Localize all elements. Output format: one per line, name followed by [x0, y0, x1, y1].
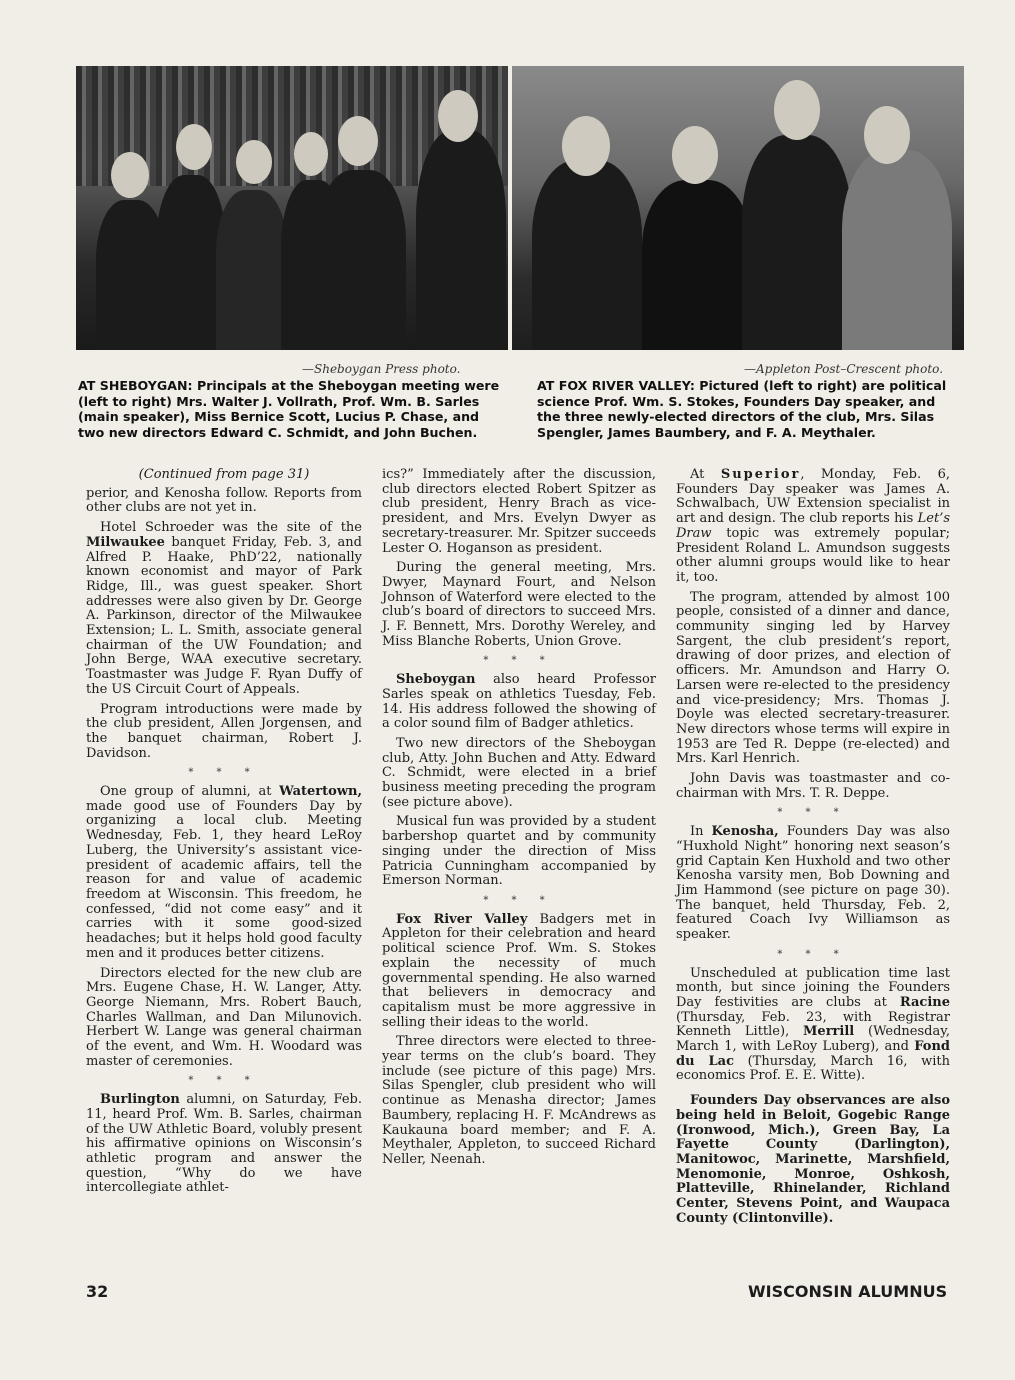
person-head [111, 152, 149, 198]
club-name: Watertown, [279, 784, 362, 800]
paragraph: Burlington alumni, on Saturday, Feb. 11, heard Prof. Wm. B. Sarles, chairman of the UW Athletic Board, volubly present his affirmative opinions on Wisconsin’s athletic program and answer the question, “Why do we have intercollegiate athlet- [86, 1092, 362, 1196]
person-head [236, 140, 272, 184]
section-divider: * * * [483, 894, 555, 906]
person-head [176, 124, 212, 170]
club-name: Milwaukee [86, 534, 165, 550]
section-divider: * * * [188, 767, 260, 779]
magazine-title: WISCONSIN ALUMNUS [748, 1282, 948, 1301]
paragraph: Hotel Schroeder was the site of the Milwaukee banquet Friday, Feb. 3, and Alfred P. Haake, PhD’22, nationally known economist and mayor of Park Ridge, Ill., was guest speaker. Short addresses were also given by Dr. George A. Parkinson, director of the Milwaukee Extension; L. L. Smith, associate general chairman of the UW Foundation; and John Berge, WAA executive secretary. Toastmaster was Judge F. Ryan Duffy of the US Circuit Court of Appeals. [86, 520, 362, 697]
paragraph: Sheboygan also heard Professor Sarles speak on athletics Tuesday, Feb. 14. His address followed the showing of a color sound film of Badger athletics. [382, 672, 656, 732]
paragraph: One group of alumni, at Watertown, made good use of Founders Day by organizing a local club. Meeting Wednesday, Feb. 1, they heard LeRoy Luberg, the University’s assistant vice-president of academic affairs, tell the reason for and value of academic freedom at Wisconsin. This freedom, he confessed, “did not come easy” and it carries with it some good-sized headaches; but it helps hold good faculty men and it produces better citizens. [86, 784, 362, 961]
person-head [562, 116, 610, 176]
paragraph: Directors elected for the new club are Mrs. Eugene Chase, H. W. Langer, Atty. George Niemann, Mrs. Robert Bauch, Charles Wallman, and Dan Milunovich. Herbert W. Lange was general chairman of the event, and Wm. H. Woodard was master of ceremonies. [86, 965, 362, 1069]
person-figure [642, 180, 752, 350]
paragraph: John Davis was toastmaster and co-chairman with Mrs. T. R. Deppe. [676, 771, 950, 801]
club-name: Superior [720, 467, 801, 482]
paragraph: Program introductions were made by the club president, Allen Jorgensen, and the banquet chairman, Robert J. Davidson. [86, 701, 362, 761]
paragraph-bold: Founders Day observances are also being held in Beloit, Gogebic Range (Ironwood, Mich.), Green Bay, La Fayette County (Darlington), Manitowoc, Marinette, Marshfield, Menomonie, Monroe, Oshkosh, Platteville, Rhinelander, Richland Center, Stevens Point, and Waupaca County (Clintonville). [676, 1093, 950, 1226]
club-name: Burlington [100, 1092, 180, 1108]
club-name: Sheboygan [396, 672, 476, 688]
article-column-3 [676, 468, 950, 1231]
club-name: Merrill [803, 1024, 855, 1040]
paragraph: ics?” Immediately after the discussion, club directors elected Robert Spitzer as club president, Henry Brach as vice-president, and Mrs. Evelyn Dwyer as secretary-treasurer. Mr. Spitzer succeeds Lester O. Hoganson as president. [382, 467, 656, 556]
person-head [672, 126, 718, 184]
topic-title: Let’s Draw [676, 511, 950, 541]
person-head [774, 80, 820, 140]
person-figure [532, 160, 642, 350]
paragraph: The program, attended by almost 100 people, consisted of a dinner and dance, community singing led by Harvey Sargent, the club president’s report, drawing of door prizes, and election of officers. Mr. Amundson and Harry O. Larsen were re-elected to the presidency and vice-presidency; Mrs. Thomas J. Doyle was elected secretary-treasurer. New directors whose terms will expire in 1953 are Ted R. Deppe (re-elected) and Mrs. Karl Henrich. [676, 589, 950, 767]
paragraph: Fox River Valley Badgers met in Appleton for their celebration and heard political science Prof. Wm. S. Stokes explain the necessity of much governmental spending. He also warned that believers in democracy and capitalism must be more aggressive in selling their ideas to the world. [382, 911, 656, 1030]
person-figure [842, 150, 952, 350]
person-head [294, 132, 328, 176]
person-figure [216, 190, 288, 350]
section-divider: * * * [188, 1075, 260, 1087]
paragraph: During the general meeting, Mrs. Dwyer, Maynard Fourt, and Nelson Johnson of Waterford were elected to the club’s board of directors to succeed Mrs. J. F. Bennett, Mrs. Dorothy Wereley, and Miss Blanche Roberts, Union Grove. [382, 560, 656, 649]
continued-note: (Continued from page 31) [138, 467, 310, 482]
photo-credit-right: —Appleton Post–Crescent photo. [744, 362, 944, 376]
person-figure [316, 170, 406, 350]
paragraph: Three directors were elected to three-year terms on the club’s board. They include (see picture of this page) Mrs. Silas Spengler, club president who will continue as Menasha director; James Baumbery, replacing H. F. McAndrews as Kaukauna board member; and F. A. Meythaler, Appleton, to succeed Richard Neller, Neenah. [382, 1034, 656, 1167]
section-divider: * * * [483, 655, 555, 667]
paragraph: In Kenosha, Founders Day was also “Huxhold Night” honoring next season’s grid Captain Ken Huxhold and two other Kenosha varsity men, Bob Downing and Jim Hammond (see picture on page 30). The banquet, held Thursday, Feb. 2, featured Coach Ivy Williamson as speaker. [676, 824, 950, 943]
paragraph: perior, and Kenosha follow. Reports from other clubs are not yet in. [86, 485, 362, 516]
club-name: Fond du Lac [676, 1039, 950, 1069]
club-name: Racine [899, 994, 950, 1010]
caption-sheboygan: AT SHEBOYGAN: Principals at the Sheboygan meeting were (left to right) Mrs. Walter J. Vollrath, Prof. Wm. B. Sarles (main speaker), Miss Bernice Scott, Lucius P. Chase, and two new directors Edward C. Schmidt, and John Buchen. [78, 378, 500, 440]
person-figure [742, 135, 852, 350]
article-column-1 [86, 468, 362, 1201]
sheboygan-photo [76, 66, 508, 350]
paragraph: At Superior, Monday, Feb. 6, Founders Day speaker was James A. Schwalbach, UW Extension specialist in art and design. The club reports his Let’s Draw topic was extremely popular; President Roland L. Amundson suggests other alumni groups would like to hear it, too. [676, 467, 950, 585]
caption-fox-river-valley: AT FOX RIVER VALLEY: Pictured (left to right) are political science Prof. Wm. S. Stokes, Founders Day speaker, and the three newly-elected directors of the club, Mrs. Silas Spengler, James Baumbery, and F. A. Meythaler. [537, 378, 947, 440]
photo-credit-left: —Sheboygan Press photo. [302, 362, 461, 376]
person-head [438, 90, 478, 142]
section-divider: * * * [777, 807, 849, 819]
club-name: Fox River Valley [396, 911, 528, 927]
article-column-2 [382, 468, 656, 1173]
person-figure [416, 130, 506, 350]
fox-river-valley-photo [512, 66, 964, 350]
club-name: Kenosha, [711, 824, 779, 840]
paragraph: Unscheduled at publication time last month, but since joining the Founders Day festivities are clubs at Racine (Thursday, Feb. 23, with Registrar Kenneth Little), Merrill (Wednesday, March 1, with LeRoy Luberg), and Fond du Lac (Thursday, March 16, with economics Prof. E. E. Witte). [676, 965, 950, 1084]
section-divider: * * * [777, 948, 849, 960]
page-number: 32 [86, 1282, 109, 1301]
paragraph: Musical fun was provided by a student barbershop quartet and by community singing under the direction of Miss Patricia Cunningham accompanied by Emerson Norman. [382, 814, 656, 889]
person-head [864, 106, 910, 164]
person-head [338, 116, 378, 166]
paragraph: Two new directors of the Sheboygan club, Atty. John Buchen and Atty. Edward C. Schmidt, were elected in a brief business meeting preceding the program (see picture above). [382, 735, 656, 810]
